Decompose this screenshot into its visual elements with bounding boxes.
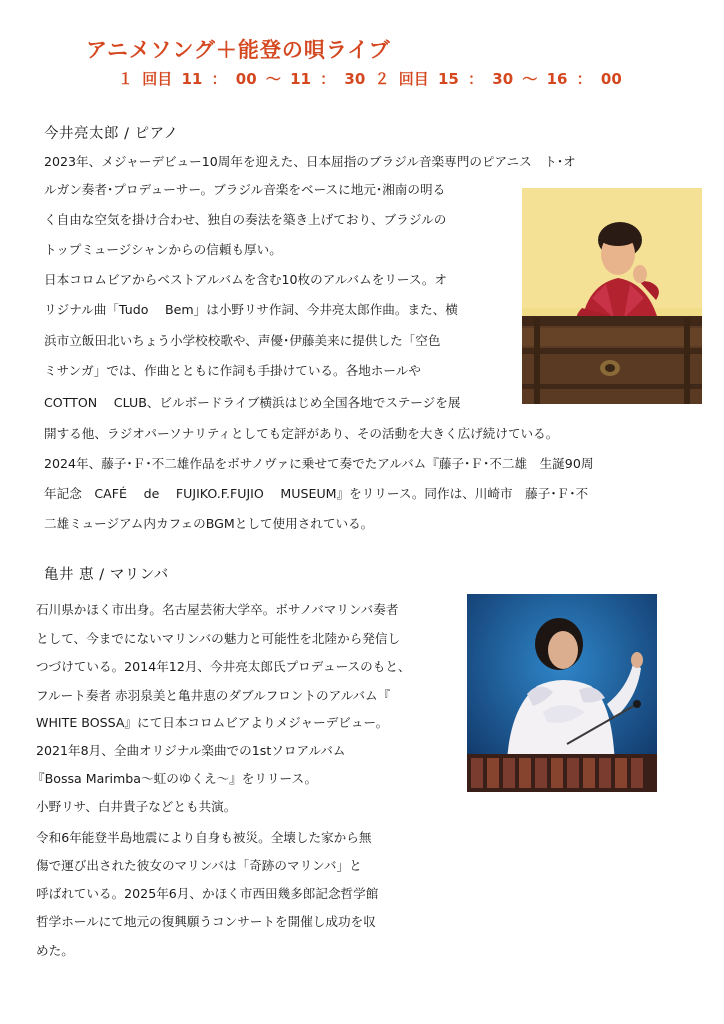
artist1-bio-line: 2023年、メジャーデビュー10周年を迎えた、日本屈指のブラジル音楽専門のピアニス ト･オ (44, 154, 576, 169)
artist2-bio-line: フルート奏者 赤羽泉美と亀井恵のダブルフロントのアルバム『 (36, 688, 391, 703)
artist2-bio-line: 2021年8月、全曲オリジナル楽曲での1stソロアルバム (36, 743, 346, 758)
artist2-bio-line: 令和6年能登半島地震により自身も被災。全壊した家から無 (36, 830, 372, 845)
artist2-bio-line: 『Bossa Marimba～虹のゆくえ～』をリリース。 (32, 771, 318, 786)
artist2-bio-line: めた。 (36, 943, 74, 958)
artist1-name: 今井亮太郎 / ピアノ (44, 126, 179, 142)
artist1-bio-line: COTTON CLUB、ビルボードライブ横浜はじめ全国各地でステージを展 (44, 395, 461, 410)
pianist-portrait-icon (522, 188, 702, 404)
artist1-bio-line: トップミュージシャンからの信頼も厚い。 (44, 242, 282, 257)
artist2-bio-line: つづけている。2014年12月、今井亮太郎氏プロデュースのもと、 (36, 659, 411, 674)
artist1-bio-line: 年記念 CAFÉ de FUJIKO.F.FUJIO MUSEUM』をリリース。同作は、川崎市 藤子･Ｆ･不 (44, 486, 589, 501)
artist1-bio-line: 2024年、藤子･Ｆ･不二雄作品をボサノヴァに乗せて奏でたアルバム『藤子･Ｆ･不二雄 生誕90周 (44, 456, 594, 471)
artist2-bio-line: 呼ばれている。2025年6月、かほく市西田幾多郎記念哲学館 (36, 886, 379, 901)
artist2-bio-line: 石川県かほく市出身。名古屋芸術大学卒。ボサノバマリンバ奏者 (36, 602, 399, 617)
artist2-bio-line: 傷で運び出された彼女のマリンバは「奇跡のマリンバ」と (36, 858, 362, 873)
artist2-photo (467, 594, 657, 792)
artist1-photo (522, 188, 702, 404)
artist1-bio-line: 二雄ミュージアム内カフェのBGMとして使用されている。 (44, 516, 374, 531)
artist1-bio-line: リジナル曲「Tudo Bem」は小野リサ作詞、今井亮太郎作曲。また、横 (44, 302, 458, 317)
artist1-bio-line: ミサンガ」では、作曲とともに作詞も手掛けている。各地ホールや (44, 363, 421, 378)
artist2-bio-line: 小野リサ、白井貴子などとも共演。 (36, 799, 237, 814)
artist2-bio-line: として、今までにないマリンバの魅力と可能性を北陸から発信し (36, 631, 401, 646)
event-title: アニメソング＋能登の唄ライブ (86, 38, 391, 62)
artist1-bio-line: く自由な空気を掛け合わせ、独自の奏法を築き上げており、ブラジルの (44, 212, 447, 227)
artist1-bio-line: 開する他、ラジオパーソナリティとしても定評があり、その活動を大きく広げ続けている。 (44, 426, 559, 441)
event-schedule: １ 回目 11 ： 00 ～ 11 ： 30 ２ 回目 15 ： 30 ～ 16 ： 00 (118, 70, 622, 88)
artist2-bio-line: WHITE BOSSA』にて日本コロムビアよりメジャーデビュー。 (36, 715, 389, 730)
artist2-name: 亀井 恵 / マリンバ (44, 567, 169, 583)
artist1-bio-line: ルガン奏者･プロデューサー。ブラジル音楽をベースに地元･湘南の明る (44, 182, 446, 197)
artist2-bio-line: 哲学ホールにて地元の復興願うコンサートを開催し成功を収 (36, 914, 376, 929)
artist1-bio-line: 日本コロムビアからベストアルバムを含む10枚のアルバムをリース。オ (44, 272, 448, 287)
marimba-player-portrait-icon (467, 594, 657, 792)
artist1-bio-line: 浜市立飯田北いちょう小学校校歌や、声優･伊藤美来に提供した「空色 (44, 333, 441, 348)
